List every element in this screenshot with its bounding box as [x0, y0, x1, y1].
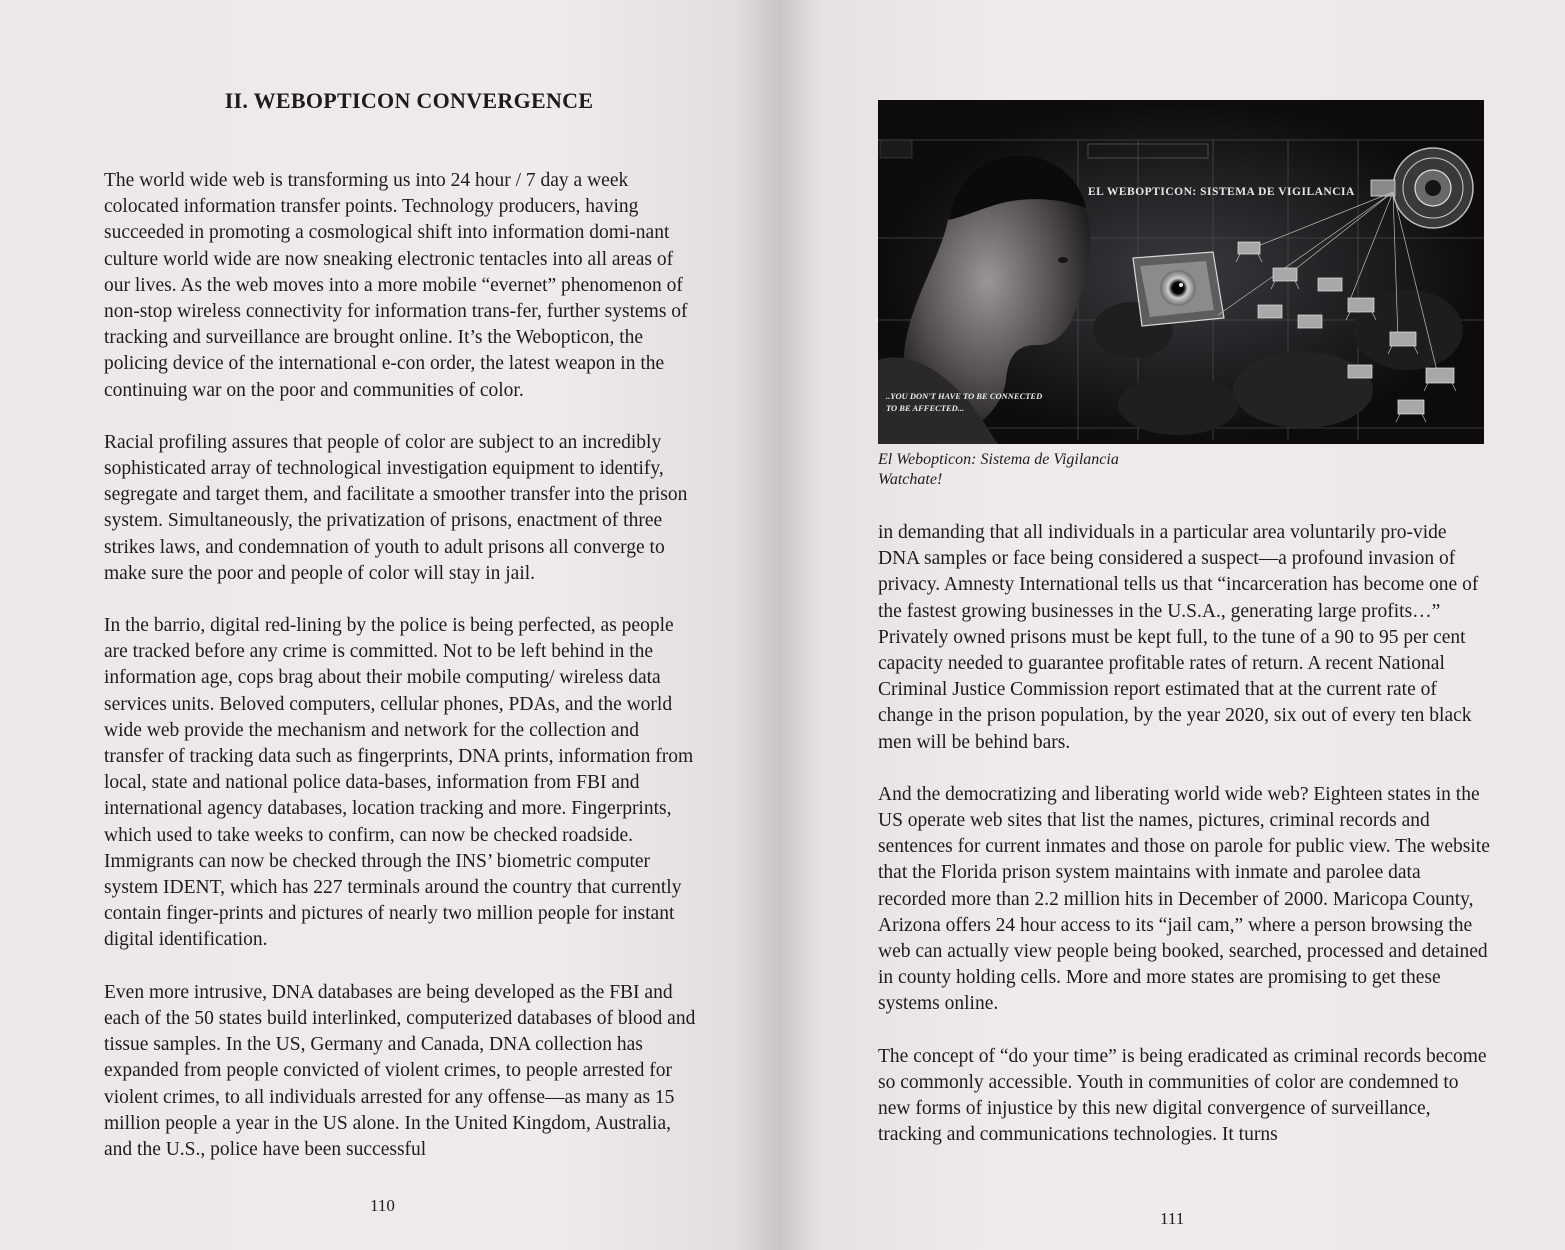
paragraph: in demanding that all individuals in a particular area voluntarily pro-vide DNA samples or face being considered a suspect—a profound invasion of privacy. Amnesty International tells us that “incarceration has become one of the fastest growing businesses in the U.S.A., generating large profits…” Privately owned prisons must be kept full, to the tune of a 90 to 95 per cent capacity needed to guarantee profitable rates of return. A recent National Criminal Justice Commission report estimated that at the current rate of change in the prison population, by the year 2020, six out of every ten black men will be behind bars. — [878, 522, 1479, 753]
right-text-column — [878, 520, 1490, 1174]
caption-line: Watchate! — [878, 471, 943, 488]
illustration-title: EL WEBOPTICON: SISTEMA DE VIGILANCIA — [1088, 186, 1355, 198]
paragraph: Racial profiling assures that people of color are subject to an incredibly sophisticated array of technological investigation equipment to identify, segregate and target them, and facilitate a smoother transfer into the prison system. Simultaneously, the privatization of prisons, enactment of three strikes laws, and condemnation of youth to adult prisons all converge to make sure the poor and people of color will stay in jail. — [104, 431, 688, 584]
caption-line: El Webopticon: Sistema de Vigilancia — [878, 451, 1119, 468]
illustration-tagline — [886, 390, 1042, 414]
paragraph: The concept of “do your time” is being eradicated as criminal records become so commonly accessible. Youth in communities of color are condemned to new forms of injustice by this new digital convergence of surveillance, tracking and communications technologies. It turns — [878, 1045, 1487, 1146]
section-heading: II. WEBOPTICON CONVERGENCE — [224, 88, 594, 113]
figure-caption — [878, 450, 1378, 490]
paragraph: The world wide web is transforming us into 24 hour / 7 day a week colocated information transfer points. Technology producers, having succeeded in promoting a cosmological shift into information domi-nant culture world wide are now sneaking electronic tentacles into all areas of our lives. As the web moves into a more mobile “evernet” phenomenon of non-stop wireless connectivity for information trans-fer, further systems of tracking and surveillance are brought online. It’s the Webopticon, the policing device of the international e-con order, the latest weapon in the continuing war on the poor and communities of color. — [104, 170, 688, 401]
page-number-right: 111 — [1160, 1209, 1185, 1228]
paragraph: In the barrio, digital red-lining by the police is being perfected, as people are tracked before any crime is committed. Not to be left behind in the information age, cops brag about their mobile computing/ wireless data services units. Beloved computers, cellular phones, PDAs, and the world wide web provide the mechanism and network for the collection and transfer of tracking data such as fingerprints, DNA prints, information from local, state and national police data-bases, information from FBI and international agency databases, location tracking and more. Fingerprints, which used to take weeks to confirm, can now be checked roadside. Immigrants can now be checked through the INS’ biometric computer system IDENT, which has 227 terminals around the country that currently contain finger-prints and pictures of nearly two million people for instant digital identification. — [104, 615, 694, 951]
left-page — [0, 0, 782, 1250]
tagline-line: ..YOU DON'T HAVE TO BE CONNECTED — [886, 391, 1043, 401]
right-page — [782, 0, 1565, 1250]
left-text-column — [104, 168, 699, 1189]
page-number-left: 110 — [370, 1196, 395, 1215]
paragraph: Even more intrusive, DNA databases are being developed as the FBI and each of the 50 states build interlinked, computerized databases of blood and tissue samples. In the US, Germany and Canada, DNA collection has expanded from people convicted of violent crimes, to people arrested for violent crimes, to all individuals arrested for any offense—as many as 15 million people a year in the US alone. In the United Kingdom, Australia, and the U.S., police have been successful — [104, 981, 696, 1160]
tagline-line: TO BE AFFECTED... — [886, 403, 965, 413]
paragraph: And the democratizing and liberating world wide web? Eighteen states in the US operate web sites that list the names, pictures, criminal records and sentences for current inmates and those on parole for public view. The website that the Florida prison system maintains with inmate and parolee data recorded more than 2.2 million hits in December of 2000. Maricopa County, Arizona offers 24 hour access to its “jail cam,” where a person browsing the web can actually view people being booked, searched, processed and detained in county holding cells. More and more states are promising to get these systems online. — [878, 783, 1490, 1015]
webopticon-illustration — [878, 100, 1484, 444]
